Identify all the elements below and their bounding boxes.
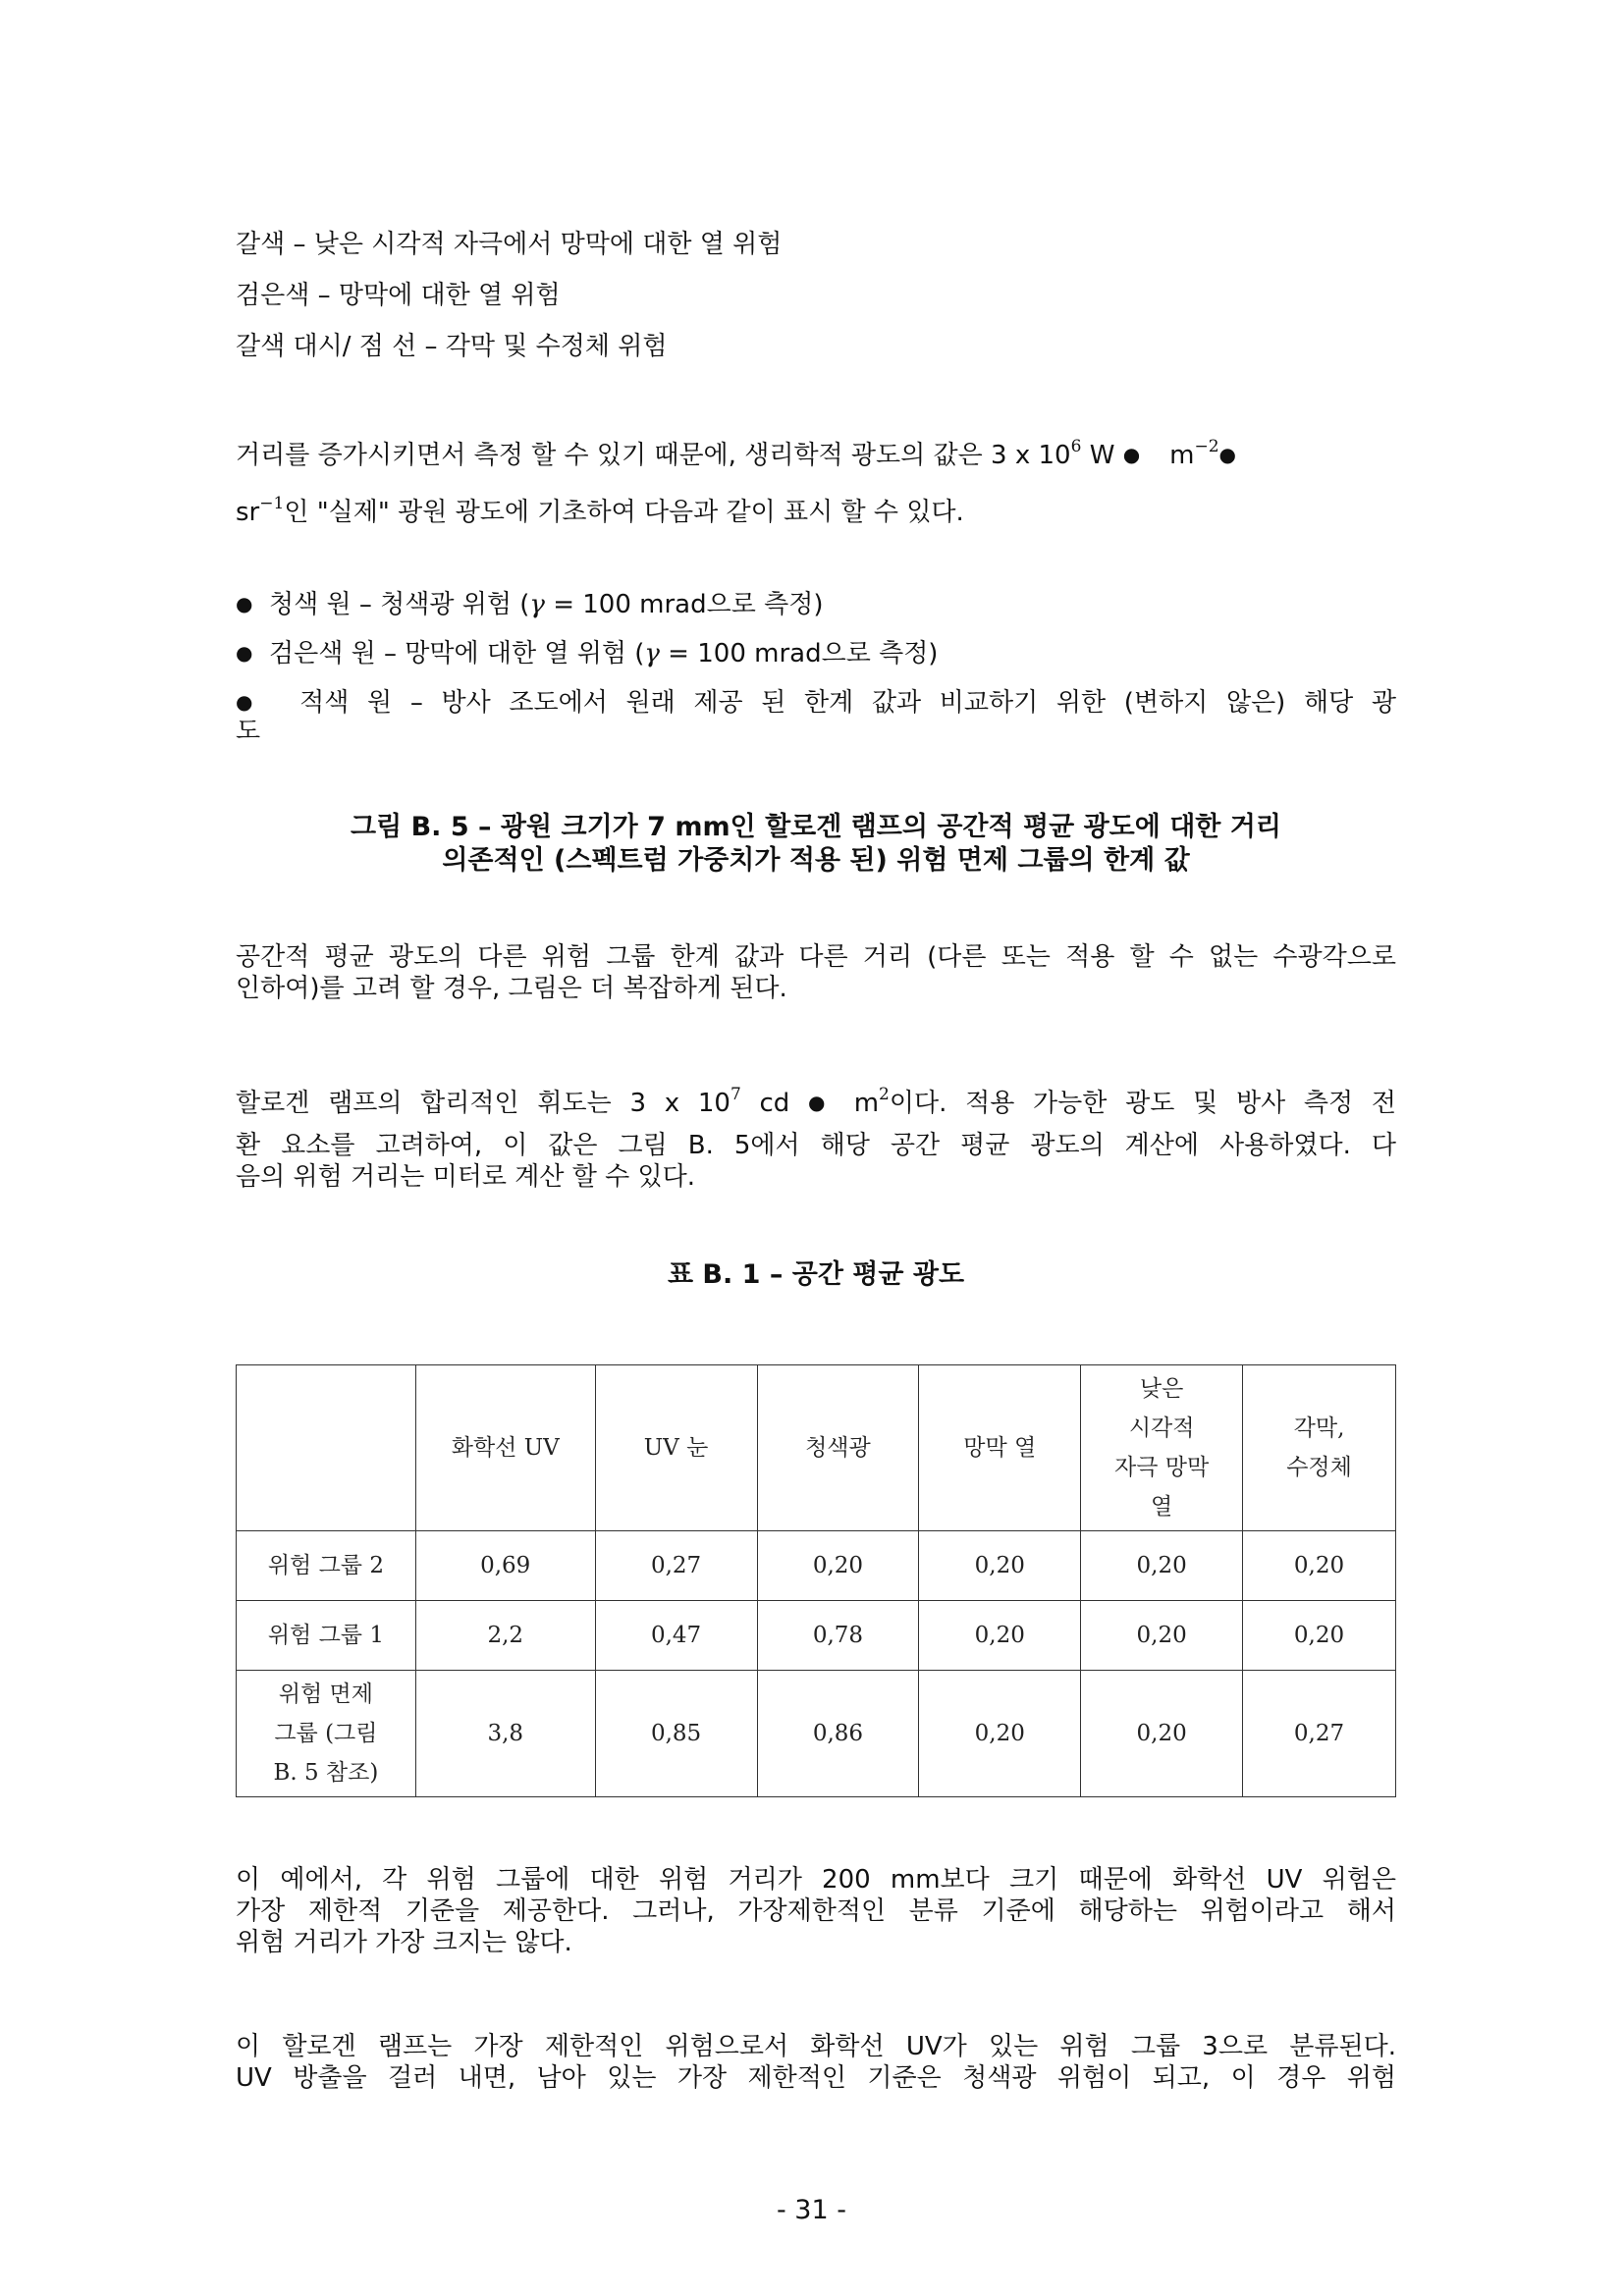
table-cell: 위험 그룹 1 — [237, 1601, 416, 1671]
para4-line2: 가장 제한적 기준을 제공한다. 그러나, 가장제한적인 분류 기준에 해당하는 위험이라고 해서 — [236, 1896, 1396, 1926]
table-header-cell: 낮은 시각적 자극 망막 열 — [1081, 1365, 1243, 1531]
table-cell: 0,20 — [919, 1531, 1081, 1601]
table-row — [237, 1531, 1396, 1601]
table-cell: 3,8 — [415, 1671, 595, 1797]
table-cell: 위험 면제 그룹 (그림 B. 5 참조) — [237, 1671, 416, 1797]
table-cell: 2,2 — [415, 1601, 595, 1671]
bullet-red-circle: ● 적색 원 – 방사 조도에서 원래 제공 된 한계 값과 비교하기 위한 (변하지 않은) 해당 광 — [236, 688, 1396, 718]
bullet-blue-circle: ● 청색 원 – 청색광 위험 (γ = 100 mrad으로 측정) — [236, 590, 824, 619]
table-row — [237, 1601, 1396, 1671]
figure-caption-line2: 의존적인 (스펙트럼 가중치가 적용 된) 위험 면제 그룹의 한계 값 — [442, 845, 1190, 876]
table-header-cell — [237, 1365, 416, 1531]
figure-caption-line1: 그림 B. 5 – 광원 크기가 7 mm인 할로겐 램프의 공간적 평균 광도에 대한 거리 — [351, 812, 1281, 842]
table-cell: 0,86 — [757, 1671, 919, 1797]
para5-line1: 이 할로겐 램프는 가장 제한적인 위험으로서 화학선 UV가 있는 위험 그룹 3으로 분류된다. — [236, 2032, 1396, 2061]
para1-line2: $sr^{-1}$인 "실제" 광원 광도에 기초하여 다음과 같이 표시 할 수 있다. — [236, 494, 964, 527]
para5-line2: UV 방출을 걸러 내면, 남아 있는 가장 제한적인 기준은 청색광 위험이 되고, 이 경우 위험 — [236, 2063, 1396, 2093]
table-cell: 0,27 — [1243, 1671, 1396, 1797]
table-cell: 0,69 — [415, 1531, 595, 1601]
para4-line1: 이 예에서, 각 위험 그룹에 대한 위험 거리가 200 mm보다 크기 때문에 화학선 UV 위험은 — [236, 1865, 1396, 1895]
bullet-icon: ● — [236, 592, 253, 615]
para3-line1: 할로겐 램프의 합리적인 휘도는 3 x $10^7$ cd ● $m^2$이다. 적용 가능한 광도 및 방사 측정 전 — [236, 1085, 1397, 1118]
table-header-cell: 화학선 UV — [415, 1365, 595, 1531]
table-cell: 0,20 — [1243, 1531, 1396, 1601]
table-caption: 표 B. 1 – 공간 평균 광도 — [667, 1259, 965, 1290]
bullet-icon: ● — [236, 641, 253, 665]
table-header-cell: 망막 열 — [919, 1365, 1081, 1531]
table-cell: 0,20 — [919, 1601, 1081, 1671]
table-cell: 0,20 — [1081, 1531, 1243, 1601]
page-number: - 31 - — [776, 2195, 846, 2225]
para4-line3: 위험 거리가 가장 크지는 않다. — [236, 1928, 572, 1957]
table-cell: 0,78 — [757, 1601, 919, 1671]
table-row — [237, 1671, 1396, 1797]
table-header-cell: 각막, 수정체 — [1243, 1365, 1396, 1531]
table-cell: 0,27 — [595, 1531, 757, 1601]
para3-line3: 음의 위험 거리는 미터로 계산 할 수 있다. — [236, 1162, 695, 1192]
luminance-table — [236, 1364, 1396, 1797]
table-cell: 0,20 — [1081, 1671, 1243, 1797]
table-cell: 0,47 — [595, 1601, 757, 1671]
para1-line1: 거리를 증가시키면서 측정 할 수 있기 때문에, 생리학적 광도의 값은 3 x $10^6$ W ● $m^{-2}●$ — [236, 437, 1236, 470]
para2-line2: 인하여)를 고려 할 경우, 그림은 더 복잡하게 된다. — [236, 974, 787, 1003]
bullet-red-circle-cont: 도 — [236, 717, 261, 746]
para3-line2: 환 요소를 고려하여, 이 값은 그림 B. 5에서 해당 공간 평균 광도의 계산에 사용하였다. 다 — [236, 1131, 1396, 1160]
bullet-black-circle: ● 검은색 원 – 망막에 대한 열 위험 (γ = 100 mrad으로 측정) — [236, 639, 939, 668]
table-cell: 0,20 — [1243, 1601, 1396, 1671]
legend-line-brown-dash: 갈색 대시/ 점 선 – 각막 및 수정체 위험 — [236, 332, 668, 361]
bullet-icon: ● — [236, 690, 263, 714]
legend-line-brown: 갈색 – 낮은 시각적 자극에서 망막에 대한 열 위험 — [236, 230, 783, 259]
table-cell: 위험 그룹 2 — [237, 1531, 416, 1601]
table-cell: 0,20 — [919, 1671, 1081, 1797]
table-header-cell: 청색광 — [757, 1365, 919, 1531]
para2-line1: 공간적 평균 광도의 다른 위험 그룹 한계 값과 다른 거리 (다른 또는 적용 할 수 없는 수광각으로 — [236, 942, 1396, 972]
table-header-cell: UV 눈 — [595, 1365, 757, 1531]
table-cell: 0,20 — [757, 1531, 919, 1601]
table-cell: 0,85 — [595, 1671, 757, 1797]
table-header-row — [237, 1365, 1396, 1531]
table-cell: 0,20 — [1081, 1601, 1243, 1671]
legend-line-black: 검은색 – 망막에 대한 열 위험 — [236, 281, 561, 310]
